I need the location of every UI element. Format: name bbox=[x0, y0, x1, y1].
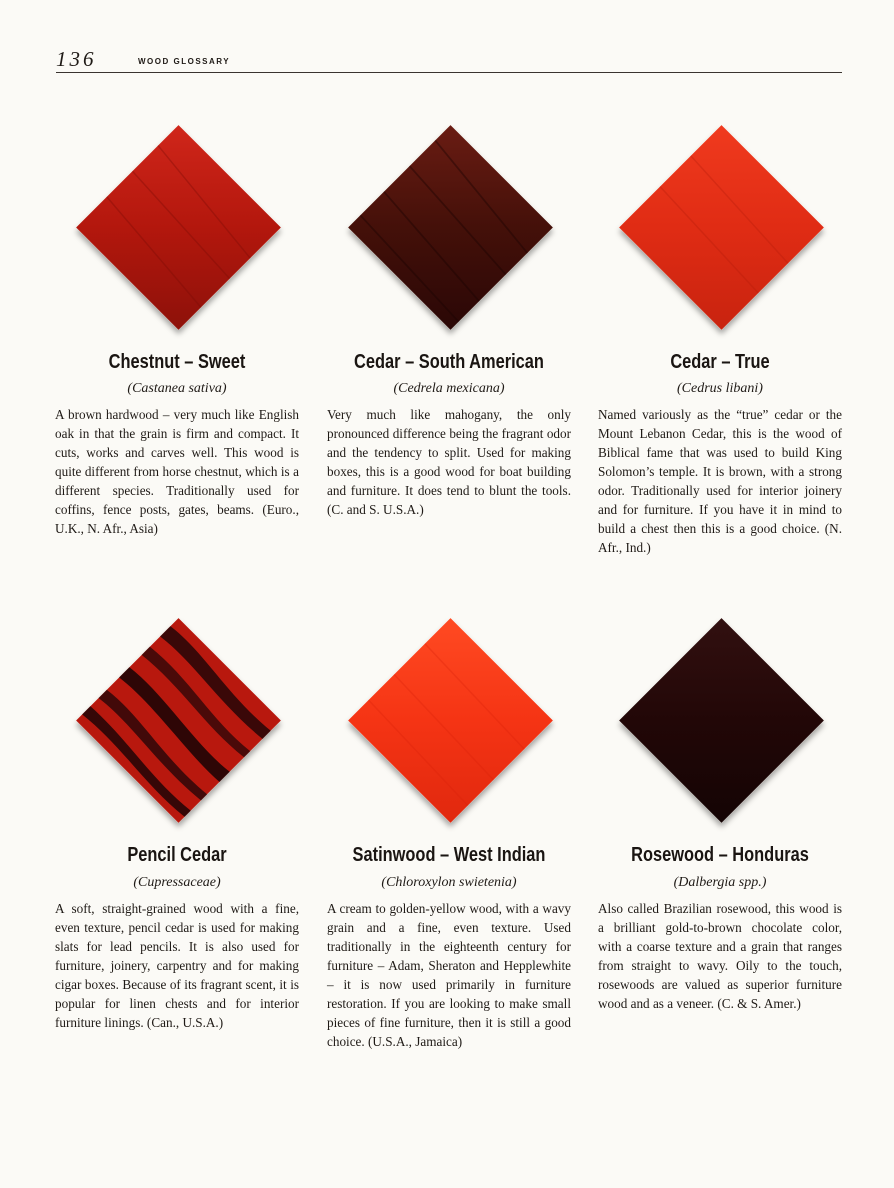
entry-title: Rosewood – Honduras bbox=[631, 844, 809, 866]
entry-latin-name: (Cupressaceae) bbox=[133, 875, 221, 890]
entry-latin-name: (Dalbergia spp.) bbox=[673, 875, 767, 890]
wood-swatch-cedar-true bbox=[619, 125, 824, 330]
entry-latin-name: (Castanea sativa) bbox=[127, 381, 227, 396]
entry-description: A soft, straight-grained wood with a fine, even texture, pencil cedar is used for making slats for lead pencils. It is also used for furniture, joinery, carpentry and for making cigar boxes. Because of its fragrant scent, it is popular for linen chests and for interior furniture linings. (Can., U.S.A.) bbox=[55, 901, 299, 1030]
wood-swatch-satinwood bbox=[348, 618, 553, 823]
wood-swatch-cedar-south-american bbox=[348, 125, 553, 330]
entry-title: Satinwood – West Indian bbox=[352, 844, 546, 866]
entry-latin-name: (Cedrus libani) bbox=[677, 381, 763, 396]
wood-swatch-rosewood bbox=[619, 618, 824, 823]
entry-title: Cedar – South American bbox=[354, 351, 544, 373]
entry-title: Chestnut – Sweet bbox=[108, 351, 246, 373]
section-title: WOOD GLOSSARY bbox=[138, 57, 231, 66]
page-number: 136 bbox=[56, 47, 97, 71]
entry-description: A brown hardwood – very much like English oak in that the grain is firm and compact. It cuts, works and carves well. This wood is quite different from horse chestnut, which is a different species. Traditionally used for coffins, fence posts, gates, beams. (Euro., U.K., N. Afr., Asia) bbox=[55, 407, 299, 536]
page-header bbox=[56, 48, 842, 73]
entry-description: Named variously as the “true” cedar or the Mount Lebanon Cedar, this is the wood of Biblical fame that was used to build King Solomon’s temple. It is brown, with a strong odor. Traditionally used for interior joinery and for furniture. If you have it in mind to build a chest then this is a good choice. (N. Afr., Ind.) bbox=[598, 407, 842, 555]
entry-description: A cream to golden-yellow wood, with a wavy grain and a fine, even texture. Used traditionally in the eighteenth century for furniture – Adam, Sheraton and Hepplewhite – it is now used primarily in furniture restoration. If you are looking to make small pieces of fine furniture, then it is still a good choice. (U.S.A., Jamaica) bbox=[327, 901, 571, 1049]
entry-latin-name: (Chloroxylon swietenia) bbox=[381, 875, 517, 890]
wood-swatch-pencil-cedar bbox=[76, 618, 281, 823]
entry-latin-name: (Cedrela mexicana) bbox=[393, 381, 505, 396]
wood-swatch-chestnut bbox=[76, 125, 281, 330]
entry-description: Very much like mahogany, the only pronounced difference being the fragrant odor and the tendency to split. Used for making boxes, this is a good wood for boat building and furniture. It does tend to blunt the tools. (C. and S. U.S.A.) bbox=[327, 407, 571, 517]
entry-description: Also called Brazilian rosewood, this wood is a brilliant gold-to-brown chocolate color, with a coarse texture and a grain that ranges from straight to wavy. Oily to the touch, rosewoods are valued as superior furniture wood and as a veneer. (C. & S. Amer.) bbox=[598, 901, 842, 1011]
entry-title: Cedar – True bbox=[670, 351, 770, 373]
entry-title: Pencil Cedar bbox=[127, 844, 227, 866]
